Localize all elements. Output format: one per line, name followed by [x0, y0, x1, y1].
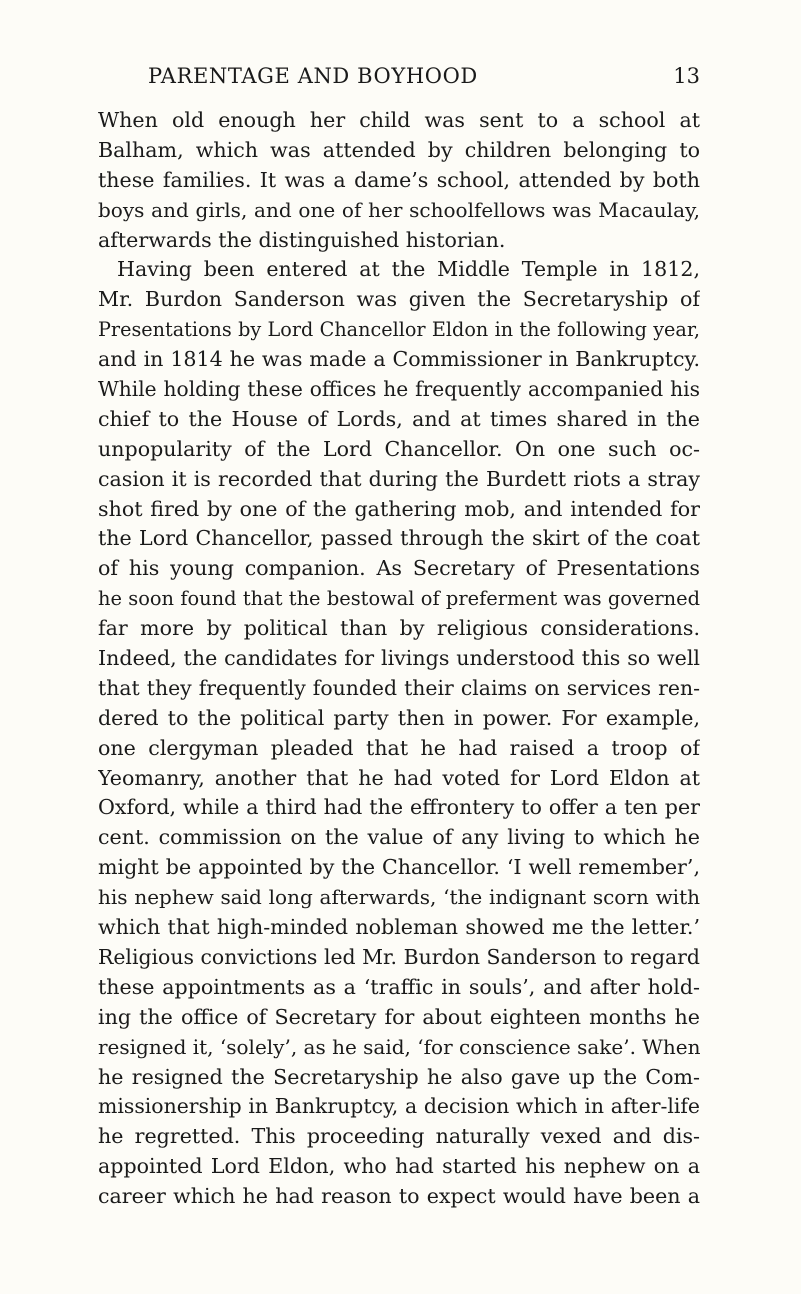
text-line: ing the office of Secretary for about eighteen months he — [98, 1004, 700, 1029]
running-title: PARENTAGE AND BOYHOOD — [148, 64, 478, 88]
text-line: While holding these offices he frequently accompanied his — [98, 377, 700, 402]
text-line: Balham, which was attended by children belonging to — [98, 137, 700, 162]
text-line: Mr. Burdon Sanderson was given the Secretaryship of — [98, 287, 700, 312]
text-line: that they frequently founded their claims on services ren- — [98, 675, 700, 700]
text-line: dered to the political party then in power. For example, — [98, 705, 700, 730]
text-line: unpopularity of the Lord Chancellor. On one such oc- — [98, 436, 700, 461]
text-line: appointed Lord Eldon, who had started his nephew on a — [98, 1154, 700, 1179]
text-line: his nephew said long afterwards, ‘the indignant scorn with — [98, 885, 700, 910]
text-line: the Lord Chancellor, passed through the skirt of the coat — [98, 526, 700, 551]
page-number: 13 — [673, 64, 700, 88]
text-line: casion it is recorded that during the Burdett riots a stray — [98, 466, 700, 491]
text-line: shot fired by one of the gathering mob, and intended for — [98, 496, 700, 521]
text-line: Having been entered at the Middle Temple in 1812, — [117, 257, 700, 282]
text-line: Indeed, the candidates for livings understood this so well — [98, 646, 700, 671]
text-line: missionership in Bankruptcy, a decision which in after-life — [98, 1094, 700, 1119]
text-line: which that high-minded nobleman showed me the letter.’ — [98, 915, 700, 940]
text-line: Presentations by Lord Chancellor Eldon in the following year, — [98, 318, 700, 342]
text-line: and in 1814 he was made a Commissioner in Bankruptcy. — [98, 347, 700, 372]
text-line: boys and girls, and one of her schoolfellows was Macaulay, — [98, 197, 700, 222]
text-line: chief to the House of Lords, and at times shared in the — [98, 406, 700, 431]
text-line: When old enough her child was sent to a school at — [98, 108, 700, 132]
running-head — [98, 64, 700, 94]
text-line: resigned it, ‘solely’, as he said, ‘for conscience sake’. When — [98, 1034, 700, 1059]
text-line: career which he had reason to expect would have been a — [98, 1184, 700, 1209]
text-line: Religious convictions led Mr. Burdon Sanderson to regard — [98, 944, 700, 969]
text-line: he resigned the Secretaryship he also gave up the Com- — [98, 1064, 700, 1089]
text-line: Yeomanry, another that he had voted for Lord Eldon at — [98, 765, 700, 790]
body-text — [98, 106, 700, 1212]
text-line: cent. commission on the value of any living to which he — [98, 825, 700, 850]
text-line: these families. It was a dame’s school, attended by both — [98, 167, 700, 192]
text-line: afterwards the distinguished historian. — [98, 227, 506, 252]
text-line: one clergyman pleaded that he had raised a troop of — [98, 735, 700, 760]
text-line: Oxford, while a third had the effrontery to offer a ten per — [98, 795, 700, 820]
text-line: far more by political than by religious considerations. — [98, 616, 700, 641]
text-line: he regretted. This proceeding naturally vexed and dis- — [98, 1124, 700, 1149]
text-line: these appointments as a ‘traffic in souls’, and after hold- — [98, 974, 700, 999]
text-line: might be appointed by the Chancellor. ‘I well remember’, — [98, 855, 700, 880]
text-line: of his young companion. As Secretary of Presentations — [98, 556, 700, 581]
text-line: he soon found that the bestowal of preferment was governed — [98, 587, 700, 611]
